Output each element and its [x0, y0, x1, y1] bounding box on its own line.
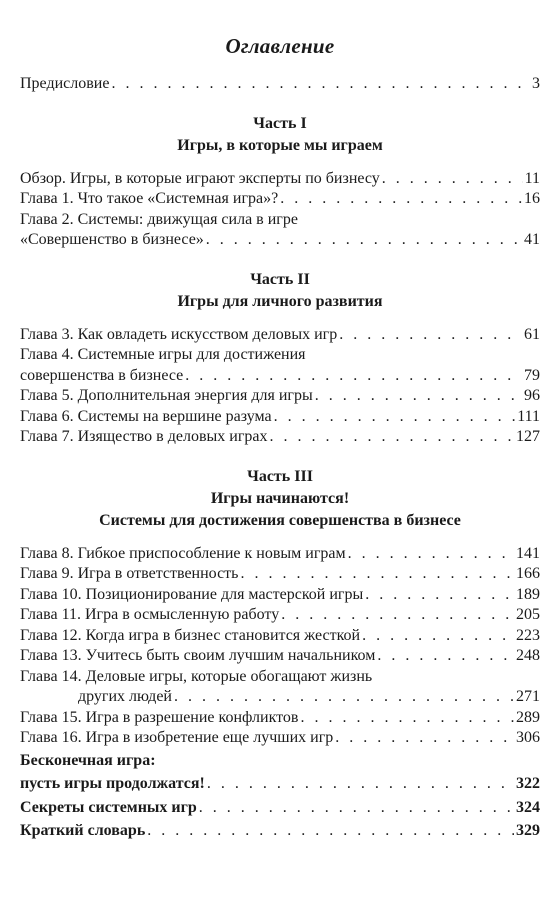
part-3-subtitle-2: Системы для достижения совершенства в бизнесе [99, 511, 461, 529]
entry-title: Глава 15. Игра в разрешение конфликтов [20, 708, 299, 726]
leader-dots [274, 407, 516, 428]
entry-title: Глава 16. Игра в изобретение еще лучших игр [20, 729, 334, 746]
entry-page: 271 [516, 688, 540, 705]
toc-entry-glossary[interactable] [20, 821, 540, 842]
leader-dots [111, 74, 530, 95]
toc-entry-preface[interactable] [20, 74, 540, 95]
entry-page: 289 [516, 708, 540, 726]
entry-title: Глава 13. Учитесь быть своим лучшим начальником [20, 647, 376, 664]
leader-dots [199, 798, 514, 819]
toc-entry[interactable] [20, 189, 540, 210]
toc-entry[interactable] [20, 325, 540, 346]
entry-title: Глава 11. Игра в осмысленную работу [20, 606, 280, 623]
leader-dots [240, 564, 514, 585]
toc-entry[interactable] [20, 366, 540, 387]
toc-entry[interactable] [20, 646, 540, 667]
entry-page: 166 [516, 565, 540, 582]
toc-entry[interactable] [20, 626, 540, 647]
leader-dots [365, 585, 514, 606]
leader-dots [206, 230, 522, 251]
entry-title: Глава 6. Системы на вершине разума [20, 407, 272, 425]
entry-page: 329 [516, 822, 540, 839]
toc-entry[interactable] [20, 728, 540, 749]
part-3-section [20, 466, 540, 842]
entry-page: 141 [516, 544, 540, 562]
entry-page: 324 [516, 798, 540, 816]
entry-title-line1[interactable]: Глава 2. Системы: движущая сила в игре [20, 210, 298, 228]
entry-page: 79 [524, 366, 540, 384]
entry-title: Предисловие [20, 75, 110, 92]
part-1-label: Часть I [253, 114, 307, 132]
leader-dots [335, 728, 514, 749]
entry-page: 61 [524, 325, 540, 343]
entry-title-line1[interactable]: Глава 14. Деловые игры, которые обогащают жизнь [20, 667, 373, 685]
leader-dots [185, 366, 522, 387]
entry-title: Глава 9. Игра в ответственность [20, 565, 239, 582]
entry-title: других людей [78, 688, 172, 705]
entry-page: 205 [516, 606, 540, 623]
entry-title: Глава 3. Как овладеть искусством деловых игр [20, 325, 338, 343]
leader-dots [280, 189, 522, 210]
toc-entry[interactable] [20, 564, 540, 585]
entry-page: 111 [517, 407, 540, 425]
toc-entry[interactable] [20, 708, 540, 729]
infinite-game-line1[interactable]: Бесконечная игра: [20, 751, 156, 769]
entry-title: Глава 1. Что такое «Системная игра»? [20, 190, 279, 207]
toc-entry[interactable] [20, 687, 540, 708]
preface-section [20, 74, 540, 95]
leader-dots [207, 774, 514, 795]
leader-dots [362, 626, 514, 647]
part-2-label: Часть II [250, 270, 310, 288]
entry-title-line1[interactable]: Глава 4. Системные игры для достижения [20, 346, 306, 363]
entry-title: Глава 10. Позиционирование для мастерской игры [20, 585, 364, 603]
part-1-section [20, 113, 540, 251]
entry-page: 41 [524, 231, 540, 248]
entry-page: 11 [524, 169, 540, 187]
leader-dots [377, 646, 514, 667]
leader-dots [315, 386, 522, 407]
leader-dots [339, 325, 522, 346]
leader-dots [300, 708, 514, 729]
entry-page: 322 [516, 775, 540, 792]
toc-entry[interactable] [20, 169, 540, 190]
entry-page: 96 [524, 387, 540, 404]
toc-entry[interactable] [20, 605, 540, 626]
entry-title: «Совершенство в бизнесе» [20, 231, 204, 248]
entry-page: 248 [516, 647, 540, 664]
part-2-section [20, 269, 540, 448]
part-1-subtitle: Игры, в которые мы играем [177, 136, 383, 154]
toc-entry[interactable] [20, 585, 540, 606]
leader-dots [269, 427, 514, 448]
toc-entry[interactable] [20, 427, 540, 448]
entry-title: совершенства в бизнесе [20, 366, 184, 384]
entry-page: 223 [516, 626, 540, 644]
toc-entry[interactable] [20, 407, 540, 428]
entry-page: 16 [524, 190, 540, 207]
entry-title: Краткий словарь [20, 822, 146, 839]
entry-title: Глава 12. Когда игра в бизнес становится жесткой [20, 626, 361, 644]
toc-entry[interactable] [20, 386, 540, 407]
part-2-subtitle: Игры для личного развития [177, 292, 383, 310]
part-3-label: Часть III [247, 467, 313, 485]
toc-entry[interactable] [20, 230, 540, 251]
entry-page: 3 [532, 75, 540, 92]
entry-title: Глава 7. Изящество в деловых играх [20, 428, 268, 445]
toc-entry-infinite-game[interactable] [20, 774, 540, 795]
entry-page: 127 [516, 428, 540, 445]
toc-entry[interactable] [20, 544, 540, 565]
leader-dots [147, 821, 514, 842]
part-3-subtitle: Игры начинаются! [210, 489, 350, 507]
toc-title: Оглавление [225, 34, 335, 58]
toc-entry-secrets[interactable] [20, 798, 540, 819]
entry-title: Секреты системных игр [20, 798, 197, 816]
entry-title: Обзор. Игры, в которые играют эксперты по бизнесу [20, 169, 380, 187]
leader-dots [348, 544, 514, 565]
entry-page: 306 [516, 729, 540, 746]
leader-dots [382, 169, 523, 190]
entry-title: пусть игры продолжатся! [20, 775, 205, 792]
entry-title: Глава 8. Гибкое приспособление к новым играм [20, 544, 346, 562]
entry-page: 189 [516, 585, 540, 603]
entry-title: Глава 5. Дополнительная энергия для игры [20, 387, 313, 404]
leader-dots [281, 605, 514, 626]
leader-dots [174, 687, 514, 708]
